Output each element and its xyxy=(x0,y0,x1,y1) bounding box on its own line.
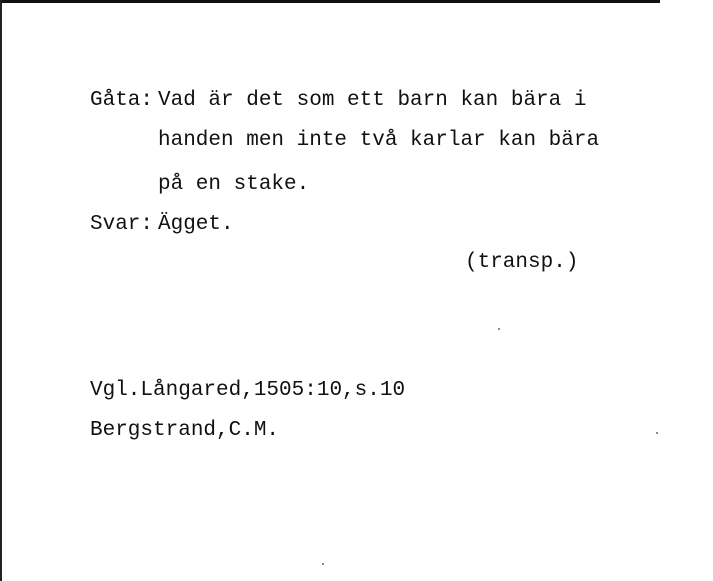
transcription-note: (transp.) xyxy=(465,251,579,274)
paper-speck xyxy=(656,432,658,434)
answer-text: Ägget. xyxy=(158,213,234,236)
reference-line: Vgl.Långared,1505:10,s.10 xyxy=(90,379,406,402)
card-left-edge xyxy=(0,0,2,581)
paper-speck xyxy=(498,328,500,330)
riddle-label: Gåta: xyxy=(90,89,154,112)
paper-speck xyxy=(322,563,324,565)
riddle-line-3: på en stake. xyxy=(158,173,310,196)
riddle-line-2: handen men inte två karlar kan bära xyxy=(158,129,600,152)
card-top-edge xyxy=(0,0,660,3)
collector-line: Bergstrand,C.M. xyxy=(90,419,280,442)
riddle-line-1: Vad är det som ett barn kan bära i xyxy=(158,89,587,112)
answer-label: Svar: xyxy=(90,213,154,236)
